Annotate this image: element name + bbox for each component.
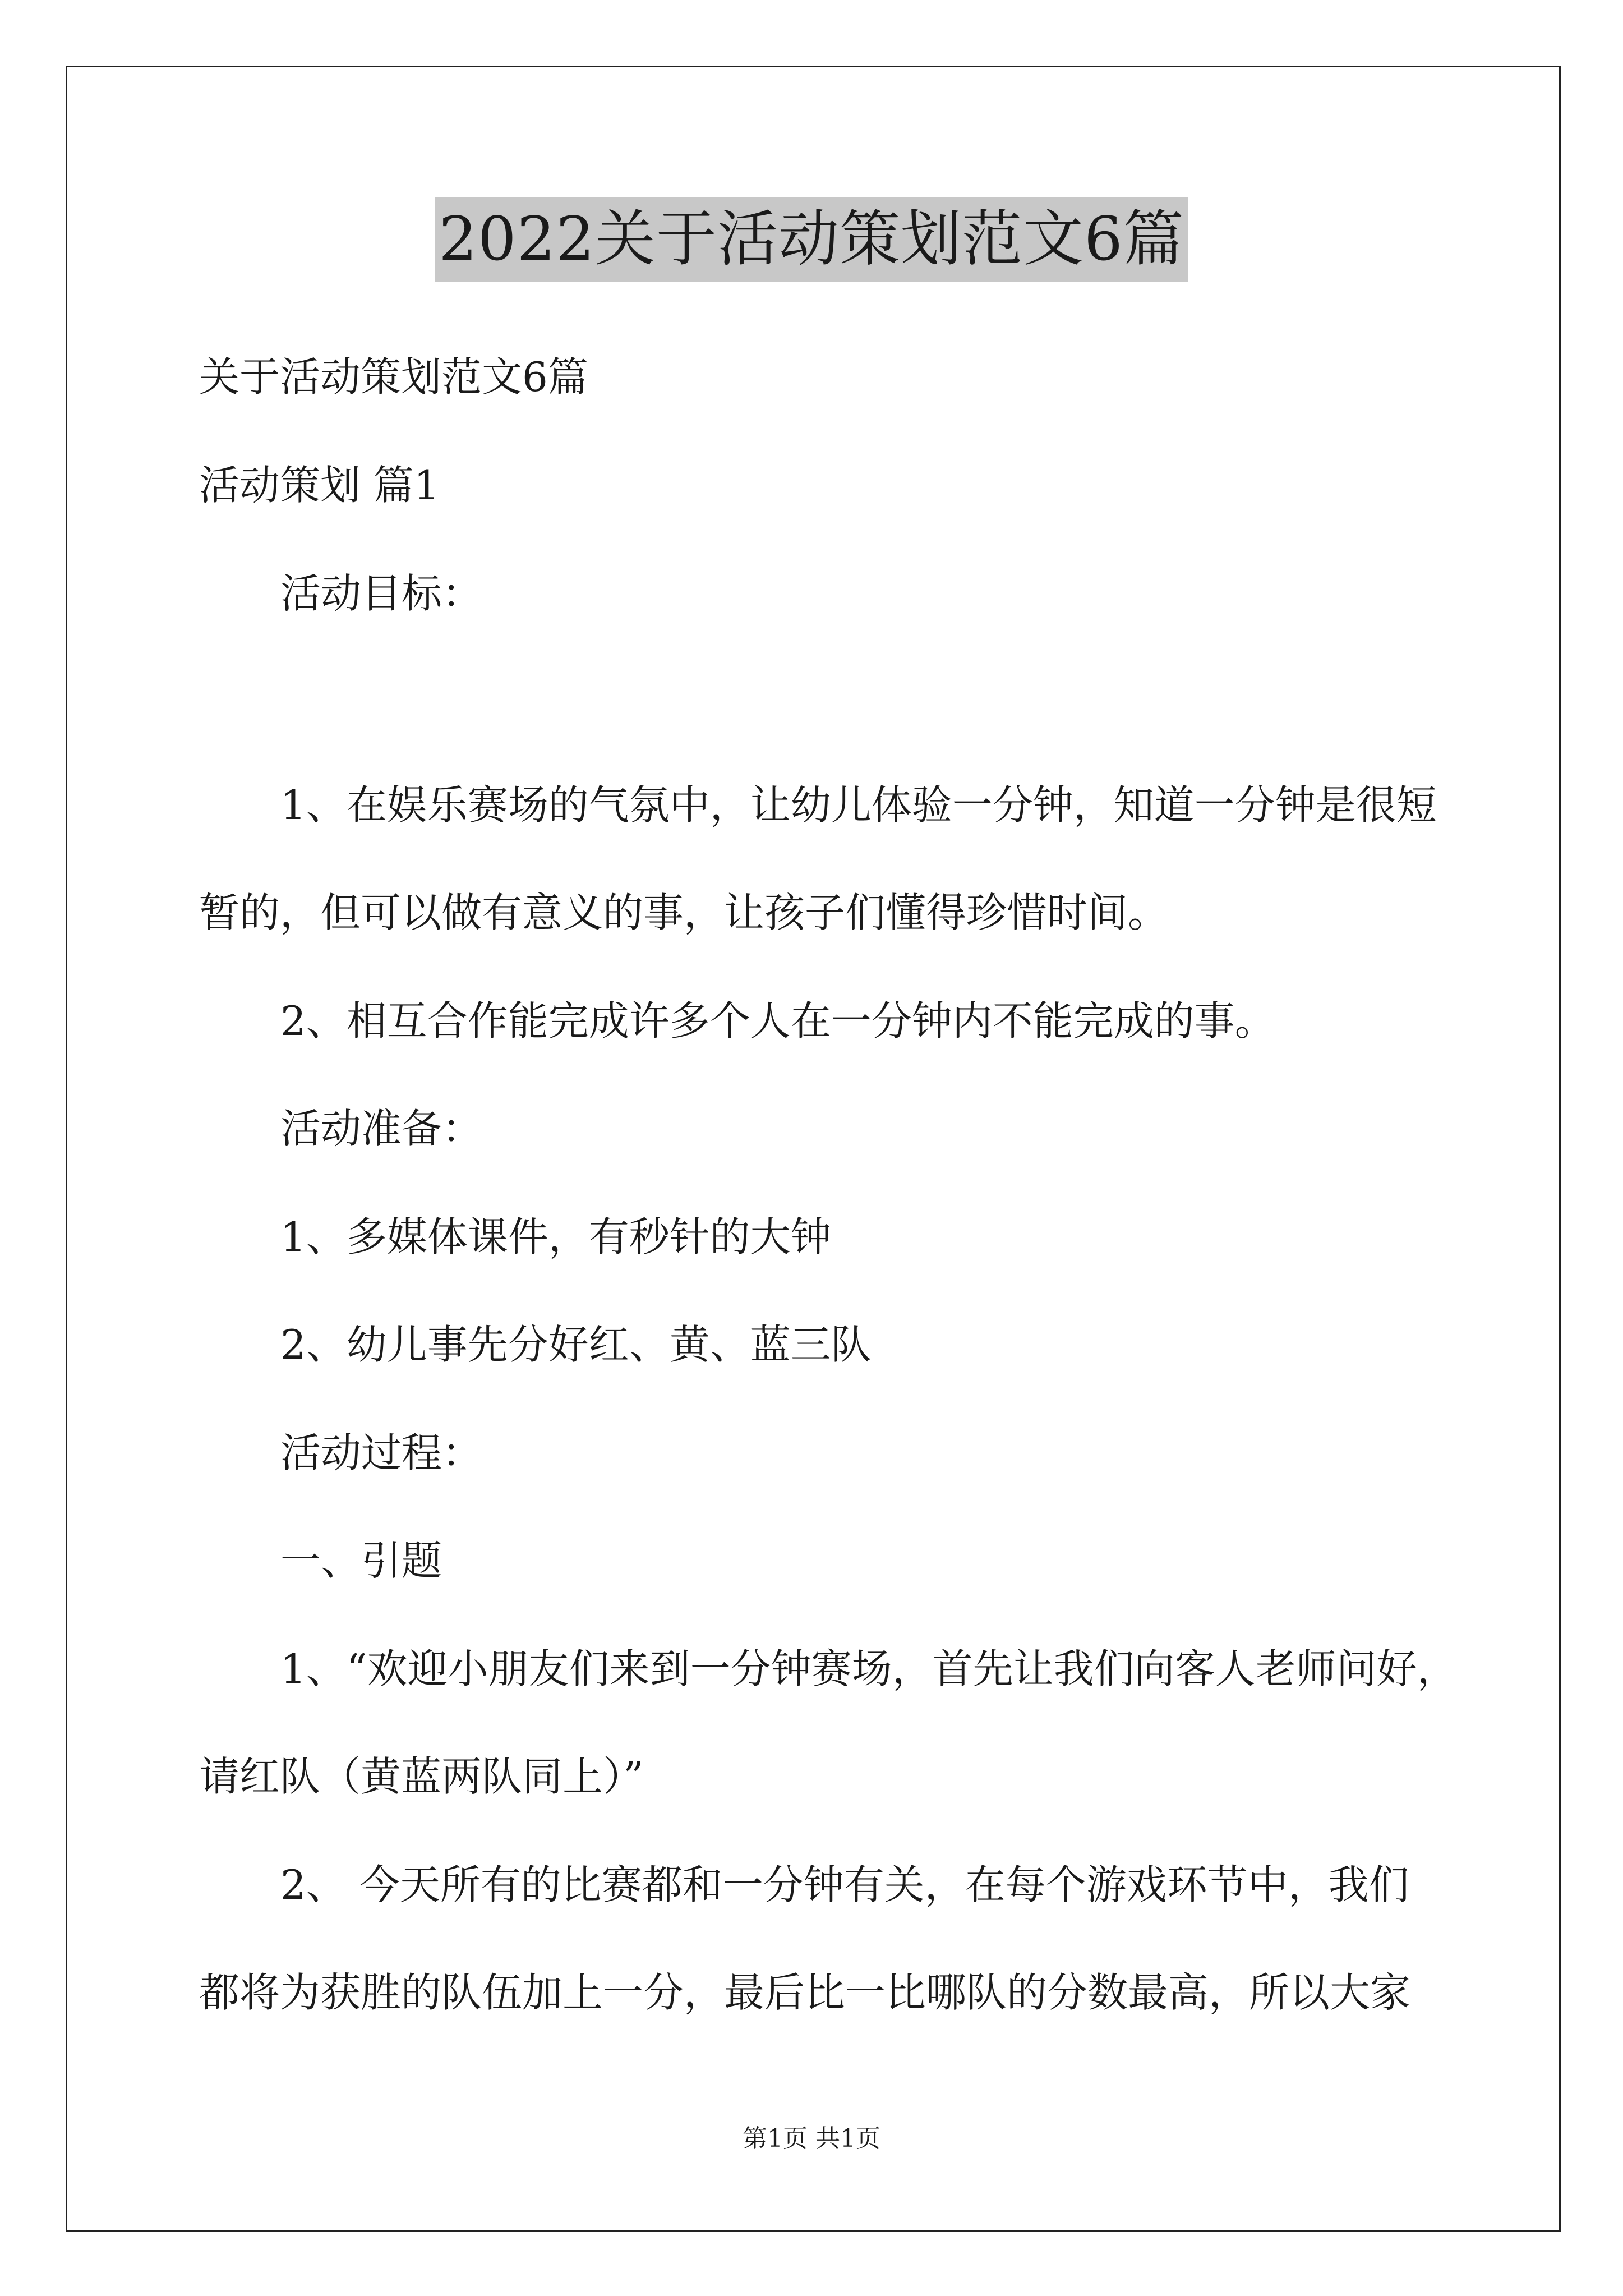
paragraph-line: 活动过程： [280, 1429, 483, 1476]
document-title: 2022关于活动策划范文6篇 [435, 197, 1188, 282]
paragraph-line: 活动目标： [280, 570, 483, 617]
section-heading: 活动策划 篇1 [199, 462, 440, 509]
paragraph-line: 2、幼儿事先分好红、黄、蓝三队 [280, 1321, 872, 1368]
paragraph-line: 2、 今天所有的比赛都和一分钟有关，在每个游戏环节中，我们 [280, 1861, 1409, 1908]
paragraph-line: 一、引题 [280, 1537, 442, 1584]
paragraph-line: 2、相互合作能完成许多个人在一分钟内不能完成的事。 [280, 997, 1275, 1045]
paragraph-line: 都将为获胜的队伍加上一分，最后比一比哪队的分数最高，所以大家 [199, 1969, 1411, 2016]
paragraph-line: 活动准备： [280, 1105, 483, 1152]
paragraph-line: 1、多媒体课件，有秒针的大钟 [280, 1213, 831, 1260]
page-footer: 第1页 共1页 [743, 2124, 880, 2153]
paragraph-line: 请红队（黄蓝两队同上）” [199, 1753, 644, 1800]
subtitle-line: 关于活动策划范文6篇 [199, 353, 588, 401]
paragraph-line: 暂的，但可以做有意义的事，让孩子们懂得珍惜时间。 [199, 889, 1169, 936]
title-container [0, 197, 1623, 282]
paragraph-line: 1、在娱乐赛场的气氛中，让幼儿体验一分钟，知道一分钟是很短 [280, 781, 1437, 829]
paragraph-line: 1、“欢迎小朋友们来到一分钟赛场，首先让我们向客人老师问好， [280, 1645, 1458, 1692]
